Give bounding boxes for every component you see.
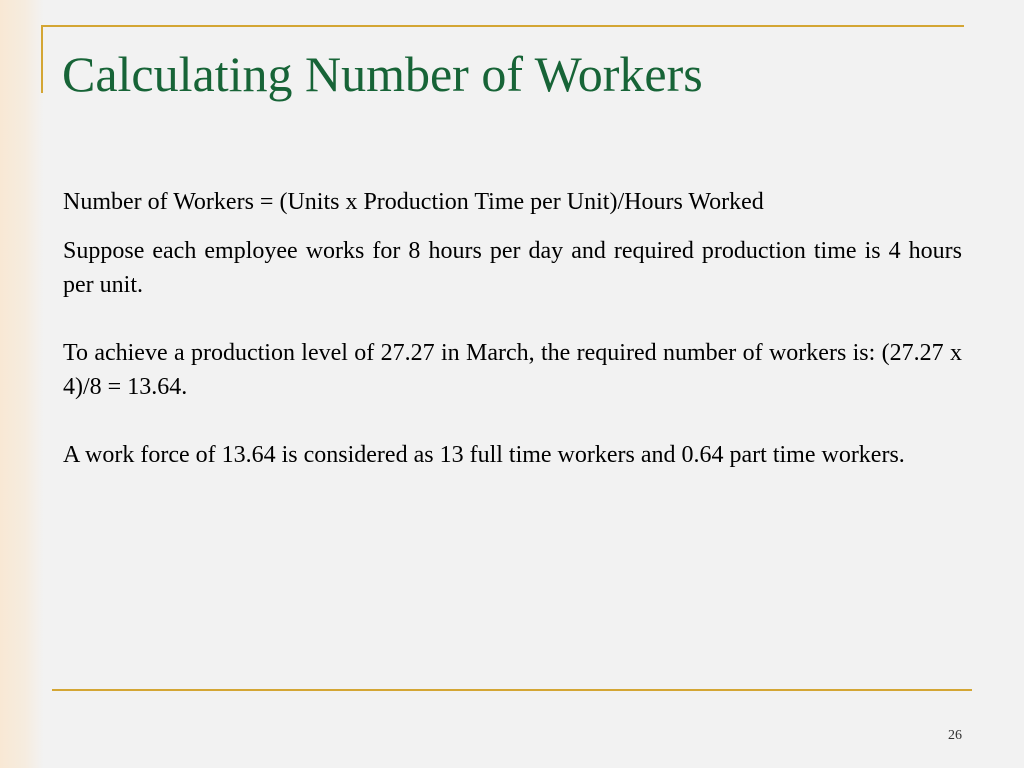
slide-title: Calculating Number of Workers [62,46,703,102]
paragraph-march-calculation: To achieve a production level of 27.27 in March, the required number of workers is: (27.27 x 4)/8 = 13.64. [63,340,962,400]
formula-text: Number of Workers = (Units x Production Time per Unit)/Hours Worked [63,189,764,215]
slide-body [63,185,962,472]
title-accent-top-line [41,25,964,27]
paragraph-hours-assumption: Suppose each employee works for 8 hours per day and required production time is 4 hours per unit. [63,238,962,298]
slide-left-band [0,0,44,768]
footer-divider-line [52,689,972,691]
page-number: 26 [948,728,962,743]
title-accent-vertical-line [41,25,43,93]
paragraph-workforce-split: A work force of 13.64 is considered as 13 full time workers and 0.64 part time workers. [63,442,905,468]
